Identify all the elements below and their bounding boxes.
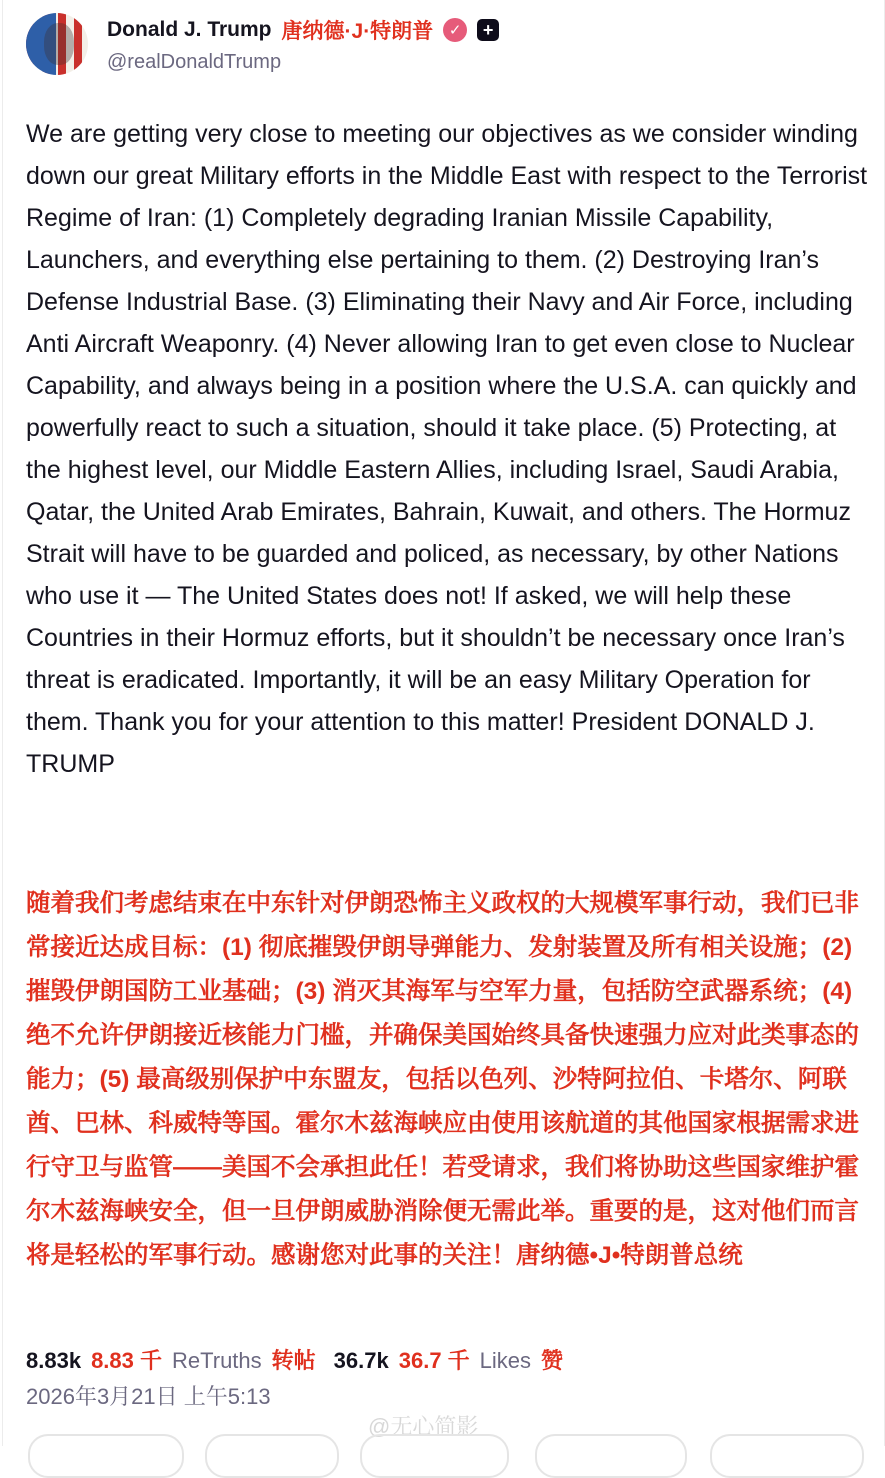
watermark: @无心简影 — [368, 1414, 479, 1439]
post-stats — [26, 1344, 563, 1375]
share-button[interactable] — [710, 1434, 864, 1478]
avatar[interactable] — [26, 13, 88, 75]
author-handle[interactable]: @realDonaldTrump — [107, 50, 282, 73]
like-button[interactable] — [535, 1434, 687, 1478]
retruths-label-translation: 转帖 — [271, 1348, 316, 1373]
retruth-button[interactable] — [205, 1434, 339, 1478]
likes-label-translation: 赞 — [541, 1348, 564, 1373]
retruths-count[interactable]: 8.83k — [26, 1348, 82, 1373]
likes-label[interactable]: Likes — [479, 1348, 532, 1373]
post-header — [26, 13, 499, 75]
post-text: We are getting very close to meeting our objectives as we consider winding down our great Military efforts in the Middle East with respect to the Terrorist Regime of Iran: (1) Completely degrading Iranian Missile Capability, Launchers, and everything else pertaining to them. (2) Destroying Iran’s Defense Industrial Base. (3) Eliminating their Navy and Air Force, including Anti Aircraft Weaponry. (4) Never allowing Iran to get even close to Nuclear Capability, and always being in a position where the U.S.A. can quickly and powerfully react to such a situation, should it take place. (5) Protecting, at the highest level, our Middle Eastern Allies, including Israel, Saudi Arabia, Qatar, the United Arab Emirates, Bahrain, Kuwait, and others. The Hormuz Strait will have to be guarded and policed, as necessary, by other Nations who use it — The United States does not! If asked, we will help these Countries in their Hormuz efforts, but it shouldn’t be necessary once Iran’s threat is eradicated. Importantly, it will be an easy Military Operation for them. Thank you for your attention to this matter! President DONALD J. TRUMP — [26, 120, 868, 778]
retruths-count-translation: 8.83 千 — [91, 1348, 162, 1373]
author-name-translation: 唐纳德·J·特朗普 — [281, 19, 434, 43]
action-bar — [0, 1434, 885, 1464]
retruths-label[interactable]: ReTruths — [172, 1348, 262, 1373]
verified-badge-icon: ✓ — [443, 18, 467, 42]
post-text-translation: 随着我们考虑结束在中东针对伊朗恐怖主义政权的大规模军事行动，我们已非常接近达成目标：(1) 彻底摧毁伊朗导弹能力、发射装置及所有相关设施；(2) 摧毁伊朗国防工业基础；(3) 消灭其海军与空军力量，包括防空武器系统；(4) 绝不允许伊朗接近核能力门槛，并确保美国始终具备快速强力应对此类事态的能力；(5) 最高级别保护中东盟友，包括以色列、沙特阿拉伯、卡塔尔、阿联酋、巴林、科威特等国。霍尔木兹海峡应由使用该航道的其他国家根据需求进行守卫与监管——美国不会承担此任！若受请求，我们将协助这些国家维护霍尔木兹海峡安全，但一旦伊朗威胁消除便无需此举。重要的是，这对他们而言将是轻松的军事行动。感谢您对此事的关注！唐纳德•J•特朗普总统 — [26, 890, 859, 1269]
likes-count-translation: 36.7 千 — [398, 1348, 470, 1373]
reply-button[interactable] — [28, 1434, 184, 1478]
truth-plus-icon: + — [477, 19, 499, 41]
author-name[interactable]: Donald J. Trump — [107, 17, 272, 41]
quote-button[interactable] — [360, 1434, 509, 1478]
likes-count[interactable]: 36.7k — [333, 1348, 389, 1373]
post-timestamp: 2026年3月21日 上午5:13 — [26, 1384, 271, 1409]
